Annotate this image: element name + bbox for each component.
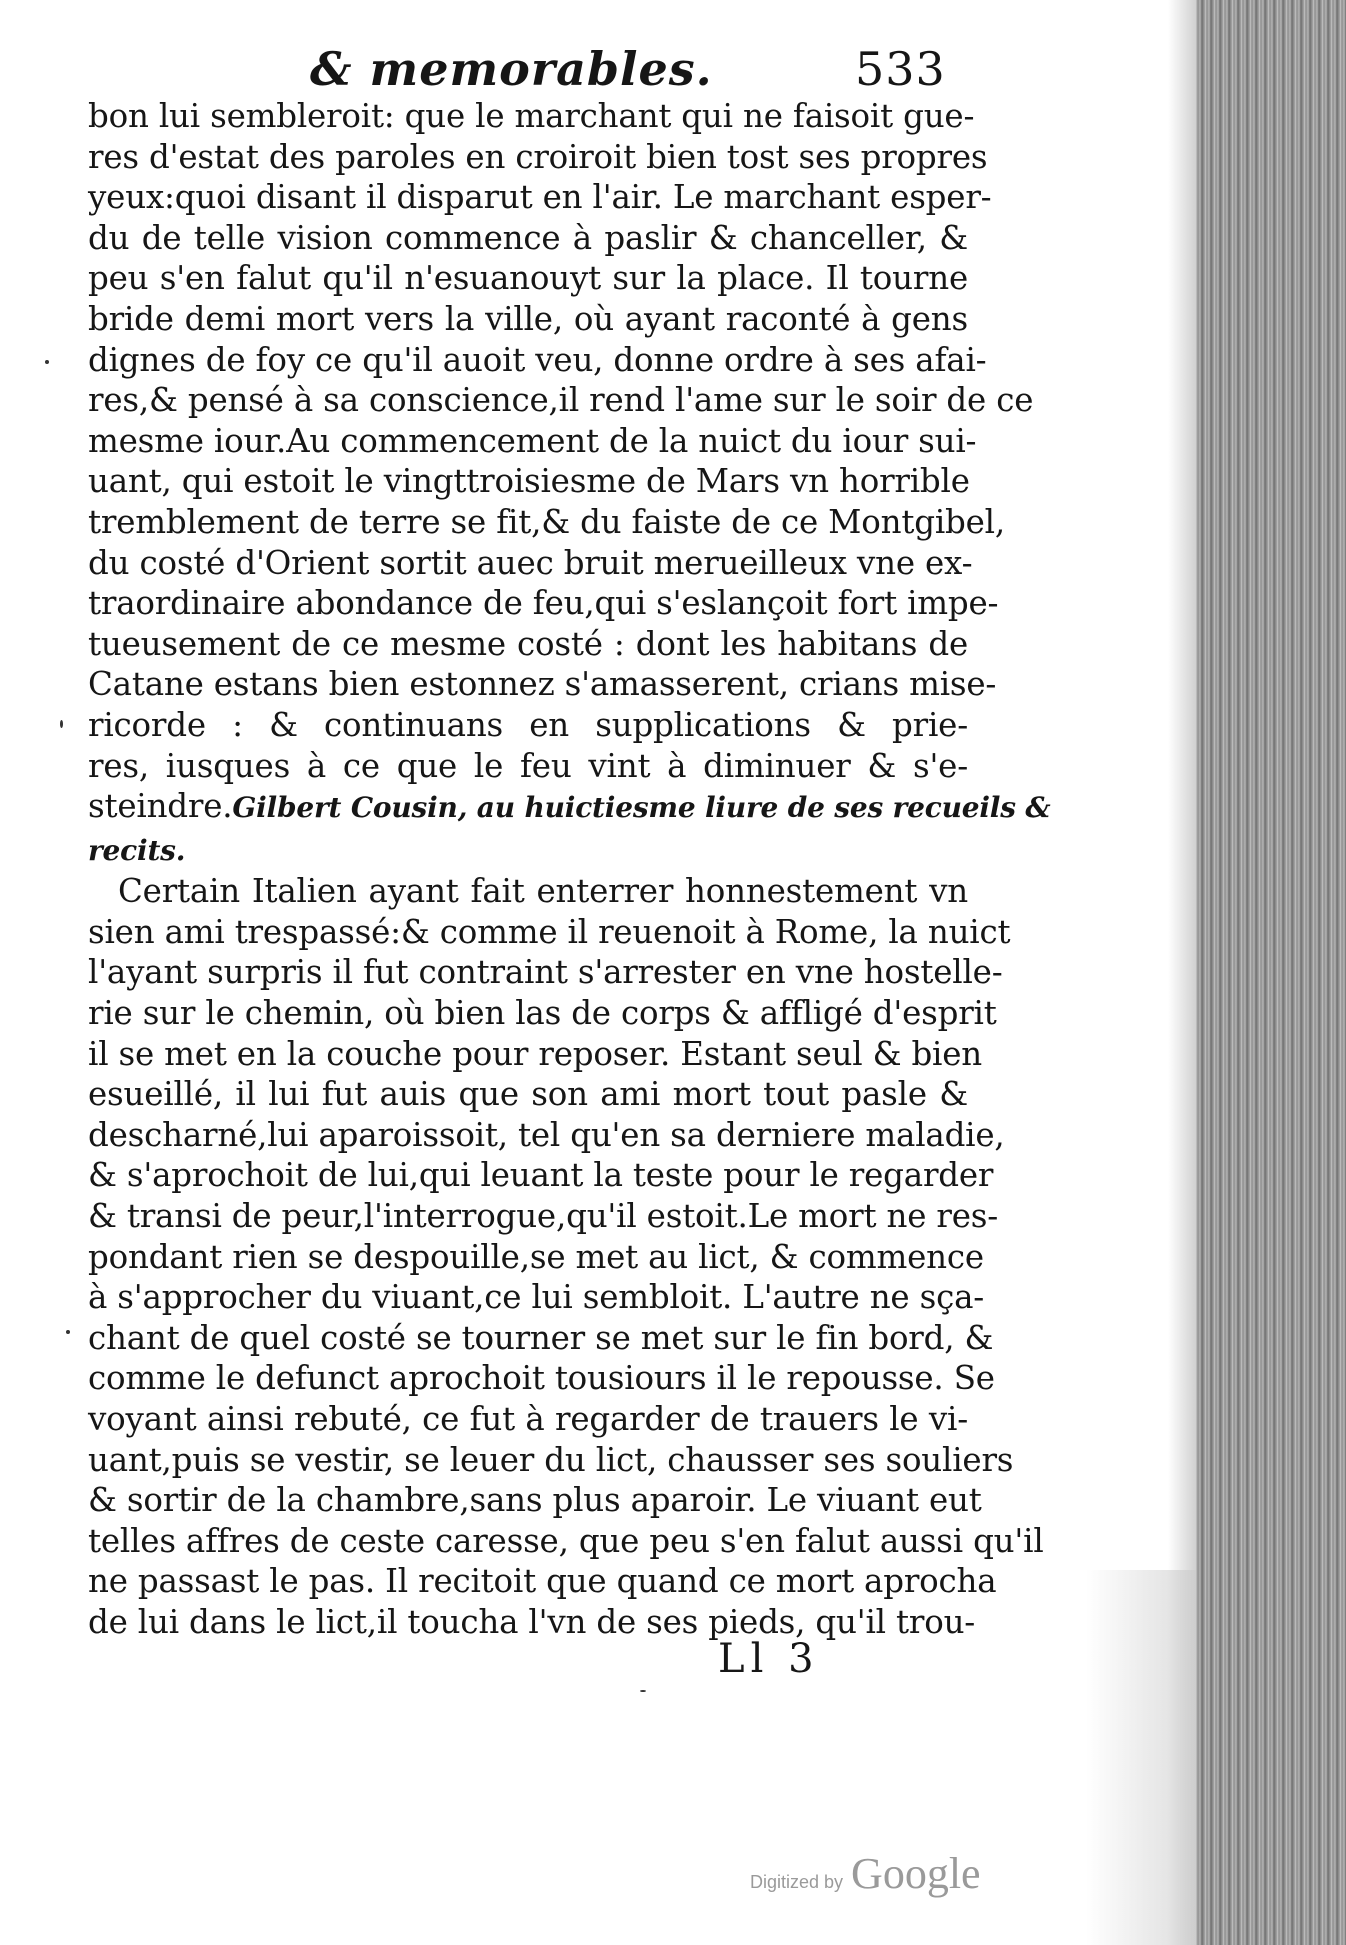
text-line: bon lui sembleroit: que le marchant qui ne faisoit gue- [88,97,975,135]
ink-speck [66,1330,70,1334]
text-line: descharné,lui aparoissoit, tel qu'en sa derniere maladie, [88,1115,1005,1154]
text-line: res,& pensé à sa conscience,il rend l'ame sur le soir de ce [88,381,1034,420]
text-line: res, iusques à ce que le feu vint à diminuer & s'e- [88,746,968,785]
ink-speck [45,360,49,364]
text-line: ne passast le pas. Il recitoit que quand ce mort aprocha [88,1562,997,1601]
paragraph-first-line: Certain Italien ayant fait enterrer honnestement vn [118,872,968,911]
text-line: comme le defunct aprochoit tousiours il le repousse. Se [88,1359,995,1398]
text-line: bride demi mort vers la ville, où ayant raconté à gens [88,299,968,338]
citation-end: recits. [88,833,186,867]
text-line: yeux:quoi disant il disparut en l'air. Le marchant esper- [88,178,992,217]
text-line: Catane estans bien estonnez s'amasserent, crians mise- [88,665,997,704]
text-line: ricorde : & continuans en supplications & prie- [88,705,968,744]
text-line: rie sur le chemin, où bien las de corps & affligé d'esprit [88,994,997,1033]
text-line: uant, qui estoit le vingttroisiesme de Mars vn horrible [88,462,970,501]
text-line: esueillé, il lui fut auis que son ami mort tout pasle & [88,1075,968,1114]
watermark-brand: Google [851,1849,981,1898]
text-line: du costé d'Orient sortit auec bruit merueilleux vne ex- [88,543,973,582]
citation-source: Gilbert Cousin, au huictiesme liure de ses recueils & [232,791,1051,825]
text-line: & s'aprochoit de lui,qui leuant la teste pour le regarder [88,1156,994,1195]
book-page-edge [1196,0,1346,1945]
text-line: dignes de foy ce qu'il auoit veu, donne ordre à ses afai- [88,340,987,379]
running-head: & memorables. [310,42,713,96]
ink-speck [640,1690,646,1692]
citation-line [88,786,1051,829]
text-line: à s'approcher du viuant,ce lui sembloit. L'autre ne sça- [88,1278,985,1317]
citation-lead: steindre. [88,787,233,826]
text-line: pondant rien se despouille,se met au lict, & commence [88,1237,984,1276]
text-line: sien ami trespassé:& comme il reuenoit à Rome, la nuict [88,912,1011,951]
ink-speck [60,720,63,728]
text-line: voyant ainsi rebuté, ce fut à regarder de trauers le vi- [88,1400,968,1438]
gathering-signature: Ll 3 [718,1636,820,1682]
page-number: 533 [855,42,946,96]
text-line: de lui dans le lict,il toucha l'vn de ses pieds, qu'il trou- [88,1602,976,1641]
text-line: tueusement de ce mesme costé : dont les habitans de [88,624,968,663]
text-line: mesme iour.Au commencement de la nuict du iour sui- [88,421,977,460]
text-line: & transi de peur,l'interrogue,qu'il estoit.Le mort ne res- [88,1197,998,1236]
text-line: il se met en la couche pour reposer. Estant seul & bien [88,1034,983,1073]
citation-line-end [88,829,968,872]
text-line: uant,puis se vestir, se leuer du lict, chausser ses souliers [88,1440,1014,1479]
text-line: traordinaire abondance de feu,qui s'eslançoit fort impe- [88,584,999,623]
text-line: tremblement de terre se fit,& du faiste de ce Montgibel, [88,502,1005,541]
watermark-prefix: Digitized by [750,1872,844,1892]
page-shadow [1086,1570,1196,1945]
text-line: & sortir de la chambre,sans plus aparoir. Le viuant eut [88,1481,982,1520]
text-line: du de telle vision commence à paslir & chanceller, & [88,218,968,257]
text-line: res d'estat des paroles en croiroit bien tost ses propres [88,137,988,176]
text-line: peu s'en falut qu'il n'esuanouyt sur la place. Il tourne [88,259,968,298]
text-line: l'ayant surpris il fut contraint s'arrester en vne hostelle- [88,953,1003,992]
text-line: chant de quel costé se tourner se met sur le fin bord, & [88,1318,994,1357]
digitization-watermark [750,1848,981,1899]
body-text [88,96,1051,1643]
text-line: telles affres de ceste caresse, que peu s'en falut aussi qu'il [88,1521,1044,1560]
